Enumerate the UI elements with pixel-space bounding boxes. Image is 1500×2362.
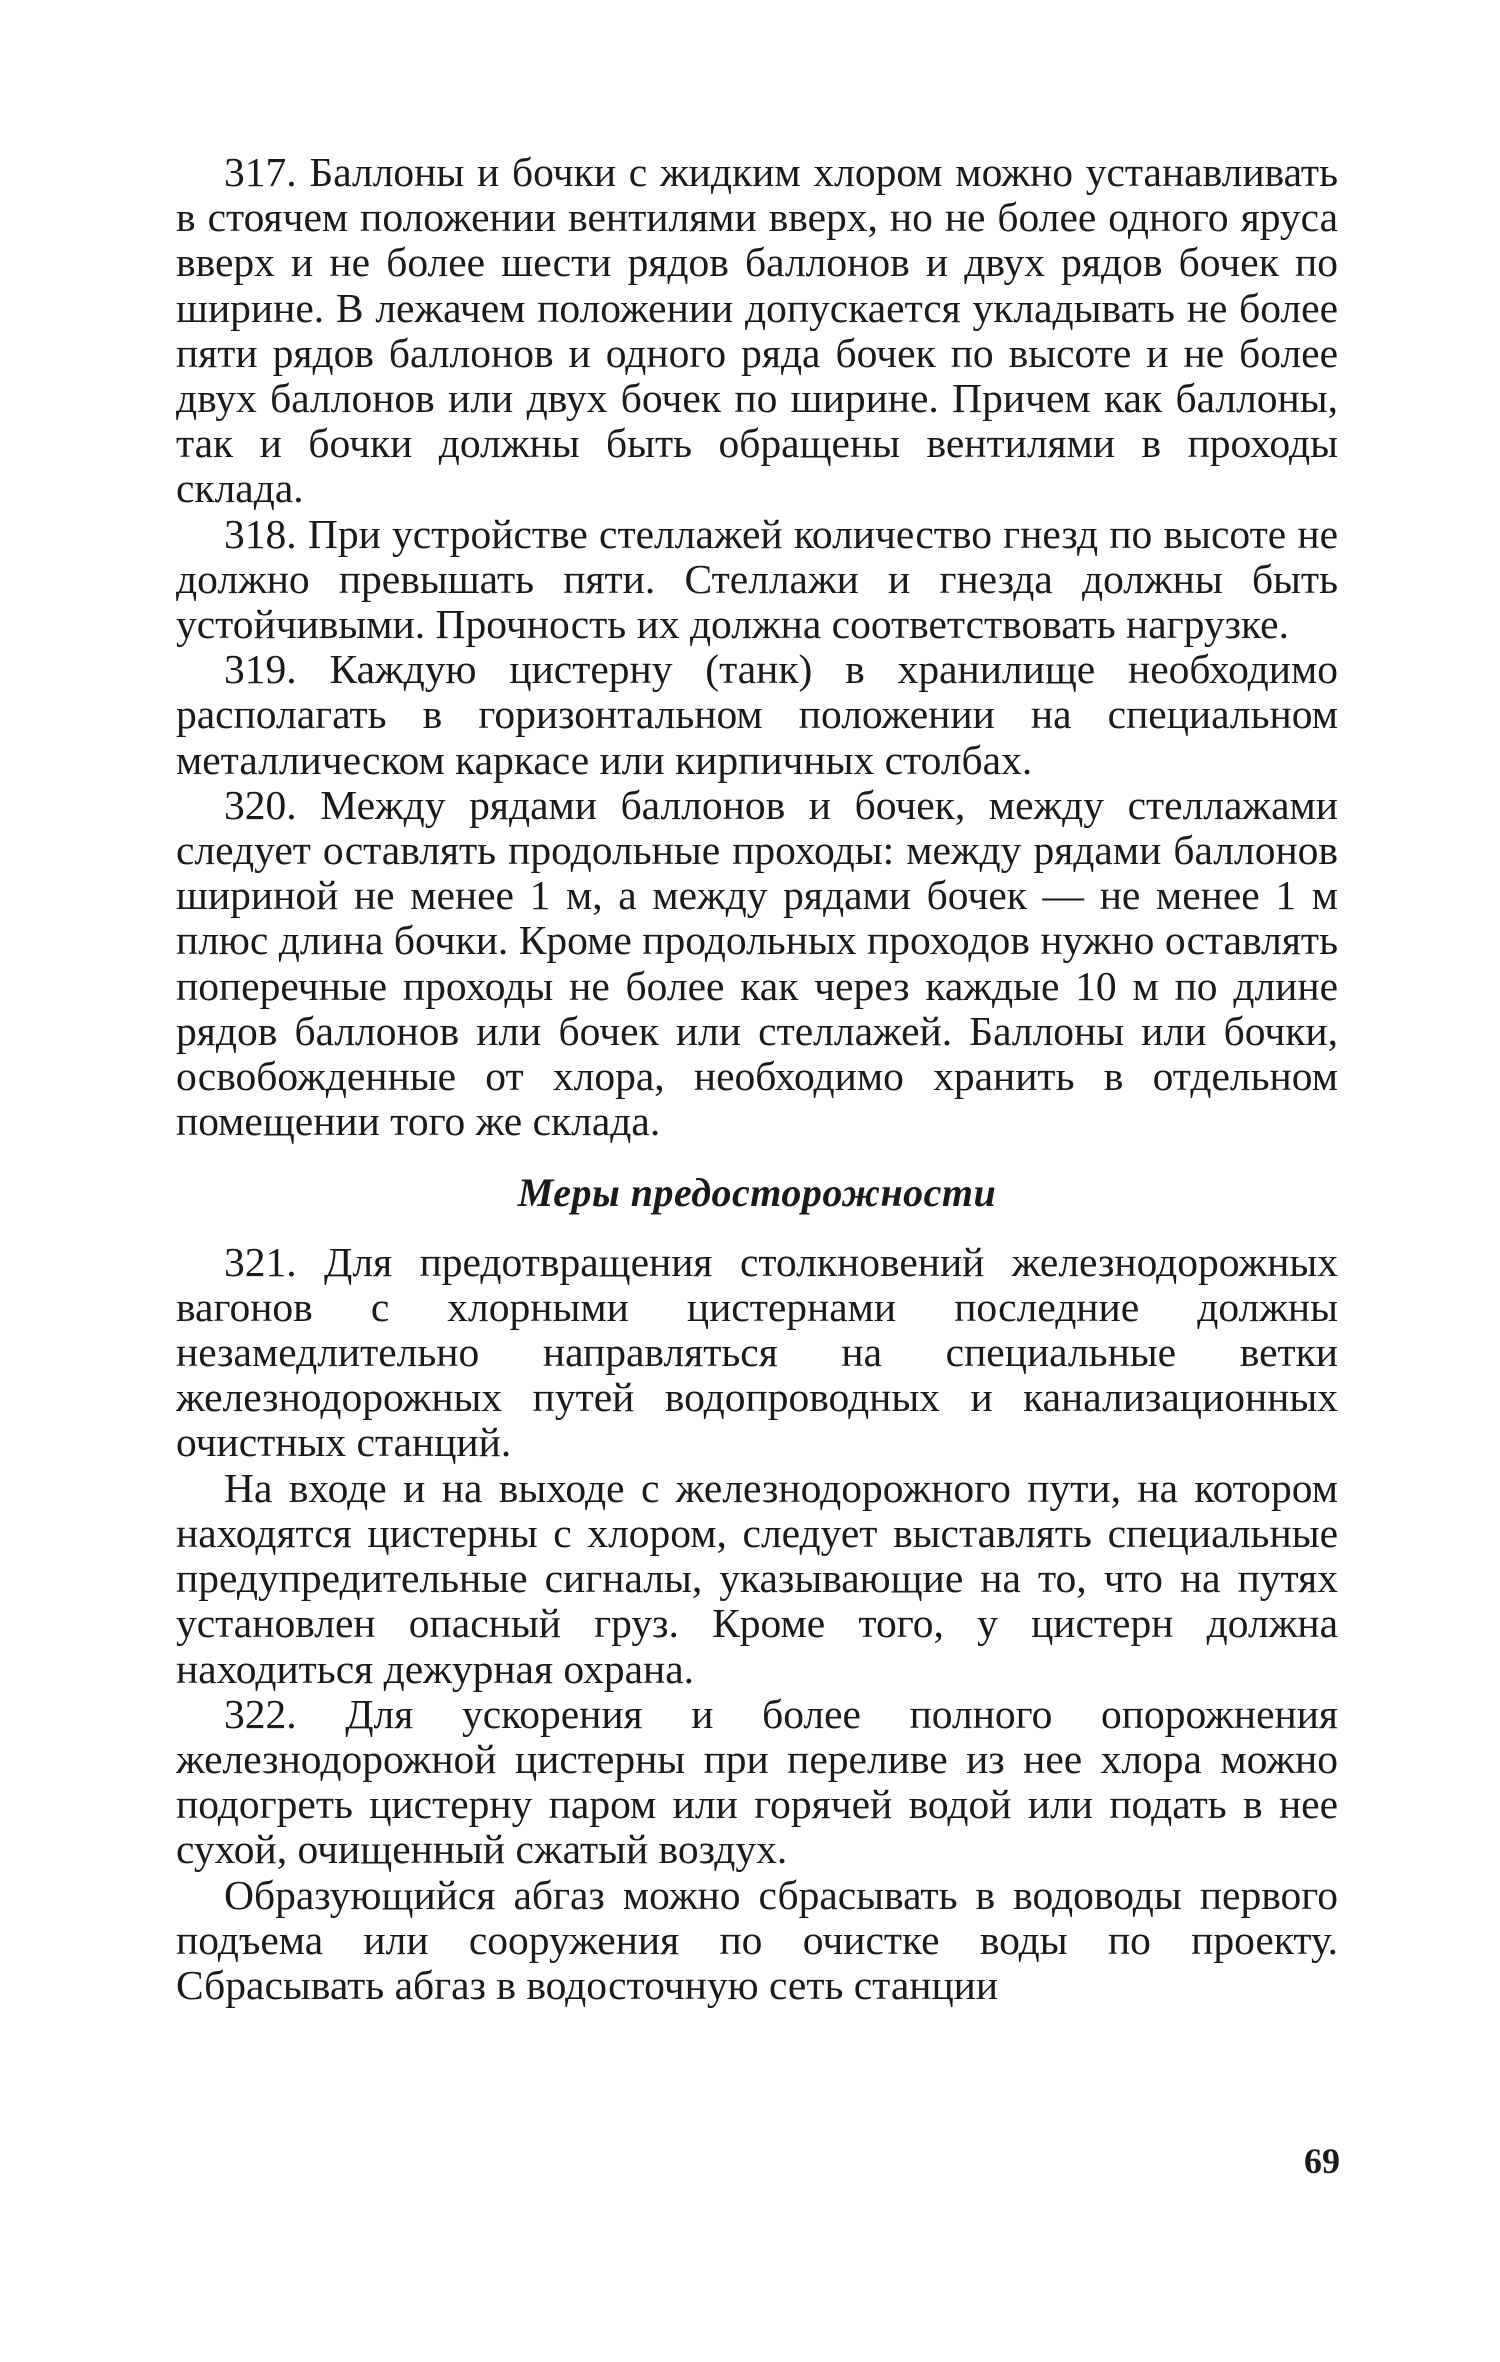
paragraph-318: 318. При устройстве стеллажей количество гнезд по высоте не должно превышать пяти. Стеллажи и гнезда должны быть устойчивыми. Прочность их должна соответствовать нагрузке.	[176, 510, 1338, 648]
paragraph-319: 319. Каждую цистерну (танк) в хранилище необходимо располагать в горизонтальном положении на специальном металлическом каркасе или кирпичных столбах.	[176, 646, 1338, 783]
paragraph-322-continued: Образующийся абгаз можно сбрасывать в водоводы первого подъема или сооружения по очистке воды по проекту. Сбрасывать абгаз в водосточную сеть станции	[176, 1871, 1338, 2008]
paragraph-321-continued: На входе и на выходе с железнодорожного пути, на котором находятся цистерны с хлором, следует выставлять специальные предупредительные сигналы, указывающие на то, что на путях установлен опасный груз. Кроме того, у цистерн должна находиться дежурная охрана.	[176, 1464, 1338, 1692]
section-heading: Меры предосторожности	[517, 1170, 997, 1216]
paragraph-320: 320. Между рядами баллонов и бочек, между стеллажами следует оставлять продольные проходы: между рядами баллонов шириной не менее 1 м, а между рядами бочек — не менее 1 м плюс длина бочки. Кроме продольных проходов нужно оставлять поперечные проходы не более как через каждые 10 м по длине рядов баллонов или бочек или стеллажей. Баллоны или бочки, освобожденные от хлора, необходимо хранить в отдельном помещении того же склада.	[176, 781, 1338, 1145]
paragraph-317: 317. Баллоны и бочки с жидким хлором можно устанавливать в стоячем положении вентилями вверх, но не более одного яруса вверх и не более шести рядов баллонов и двух рядов бочек по ширине. В лежачем положении допускается укладывать не более пяти рядов баллонов и одного ряда бочек по высоте и не более двух баллонов или двух бочек по ширине. Причем как баллоны, так и бочки должны быть обращены вентилями в проходы склада.	[176, 149, 1338, 512]
body-text	[176, 150, 1338, 2008]
paragraph-321: 321. Для предотвращения столкновений железнодорожных вагонов с хлорными цистернами последние должны незамедлительно направляться на специальные ветки железнодорожных путей водопроводных и канализационных очистных станций.	[176, 1238, 1338, 1466]
paragraph-322: 322. Для ускорения и более полного опорожнения железнодорожной цистерны при переливе из нее хлора можно подогреть цистерну паром или горячей водой или подать в нее сухой, очищенный сжатый воздух.	[176, 1690, 1338, 1873]
page-number: 69	[1304, 2141, 1340, 2181]
